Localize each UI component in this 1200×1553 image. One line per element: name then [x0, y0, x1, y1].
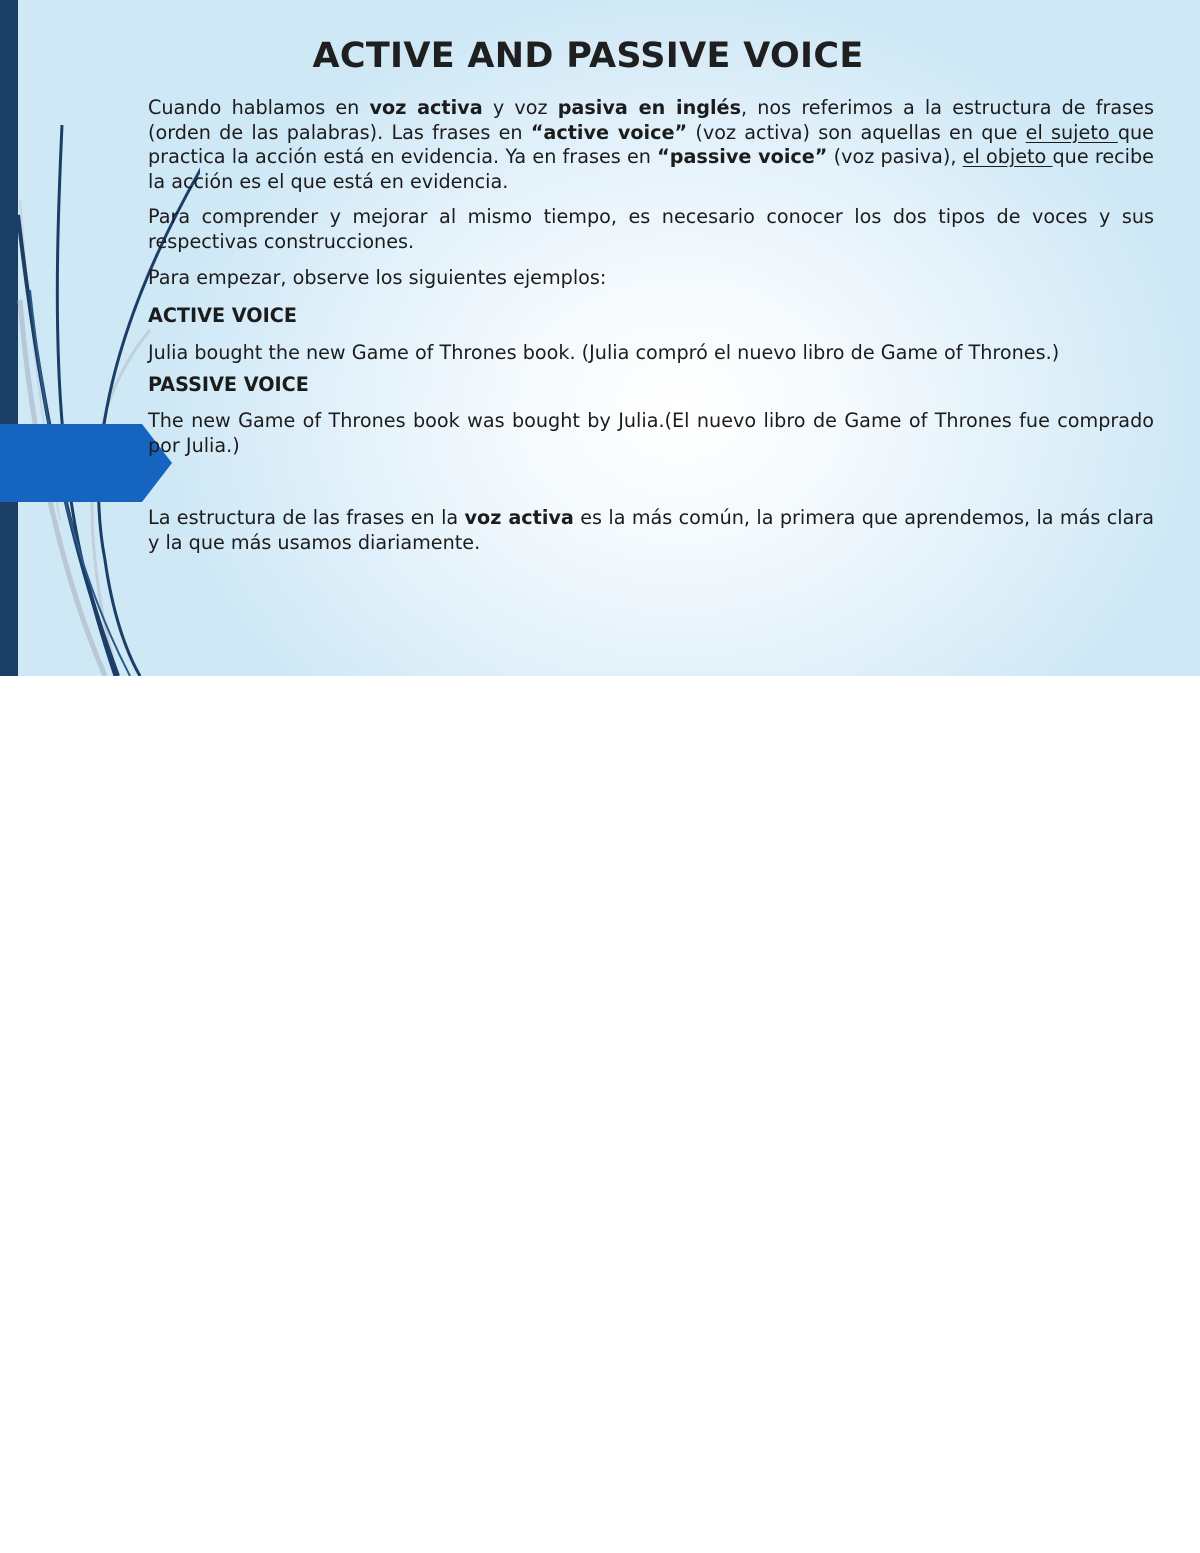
slide: [0, 0, 1200, 676]
slide-title: ACTIVE AND PASSIVE VOICE: [312, 36, 864, 76]
intro-paragraph: Cuando hablamos en voz activa y voz pasiva en inglés, nos referimos a la estructura de frases (orden de las palabras). Las frases en “active voice” (voz activa) son aquellas en que el sujeto que practica la acción está en evidencia. Ya en frases en “passive voice” (voz pasiva), el objeto que recibe la acción es el que está en evidencia.: [148, 96, 1154, 193]
passive-voice-example: The new Game of Thrones book was bought by Julia.(El nuevo libro de Game of Thrones fue comprado por Julia.): [148, 409, 1154, 457]
purpose-paragraph: Para comprender y mejorar al mismo tiempo, es necesario conocer los dos tipos de voces y sus respectivas construcciones.: [148, 205, 1154, 253]
active-voice-example: Julia bought the new Game of Thrones book. (Julia compró el nuevo libro de Game of Thrones.): [148, 341, 1060, 364]
conclusion-paragraph: La estructura de las frases en la voz activa es la más común, la primera que aprendemos, la más clara y la que más usamos diariamente.: [148, 506, 1154, 554]
examples-intro: Para empezar, observe los siguientes ejemplos:: [148, 266, 607, 289]
slide-body: [148, 96, 1154, 555]
active-voice-heading: ACTIVE VOICE: [148, 303, 297, 327]
passive-voice-heading: PASSIVE VOICE: [148, 372, 309, 396]
